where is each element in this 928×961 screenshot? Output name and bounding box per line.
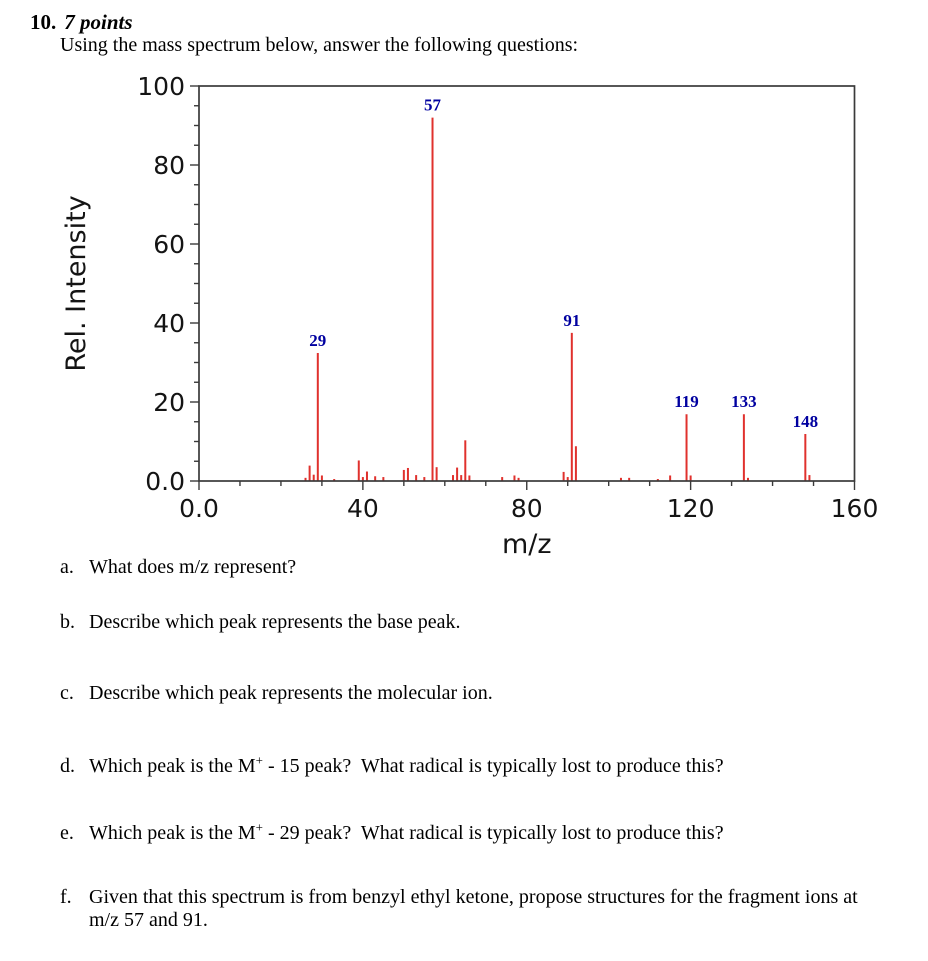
question-letter: e. <box>60 822 74 844</box>
question-number: 10. <box>30 10 57 34</box>
question-points: 7 points <box>64 10 133 34</box>
question-c <box>60 682 493 705</box>
question-text: Given that this spectrum is from benzyl ethyl ketone, propose structures for the fragment ions at m/z 57 and 91. <box>89 886 858 931</box>
peak-label: 148 <box>792 411 819 431</box>
question-e <box>60 819 724 845</box>
y-tick-label: 100 <box>137 72 185 101</box>
question-letter: a. <box>60 556 74 578</box>
question-f <box>60 886 858 932</box>
question-text: What does m/z represent? <box>89 556 297 578</box>
x-tick-label: 0.0 <box>179 494 219 523</box>
y-tick-label: 0.0 <box>145 467 185 496</box>
instruction-text: Using the mass spectrum below, answer the following questions: <box>60 34 579 56</box>
peak-label: 119 <box>674 392 699 412</box>
y-axis-title: Rel. Intensity <box>61 195 92 372</box>
question-letter: d. <box>60 755 75 777</box>
x-tick-label: 40 <box>346 494 379 523</box>
question-letter: f. <box>60 886 72 908</box>
x-tick-label: 160 <box>830 494 879 523</box>
peak-labels <box>309 96 818 431</box>
y-tick-label: 80 <box>153 151 185 180</box>
peak-label: 57 <box>424 95 442 115</box>
question-a <box>60 556 296 579</box>
question-text: Describe which peak represents the base peak. <box>89 611 461 633</box>
x-tick-label: 80 <box>510 494 543 523</box>
question-text: Describe which peak represents the molecular ion. <box>89 682 493 704</box>
x-tick-label: 120 <box>666 494 715 523</box>
axis-tick-labels <box>137 72 878 523</box>
mass-spectrum-chart <box>0 70 928 570</box>
plot-border <box>199 86 855 481</box>
axis-ticks <box>190 86 855 490</box>
spectrum-peaks <box>306 118 810 481</box>
question-d <box>60 752 724 778</box>
superscript: + <box>255 752 263 768</box>
y-tick-label: 60 <box>153 230 185 259</box>
y-tick-label: 40 <box>153 309 185 338</box>
question-text: Which peak is the M+ - 29 peak? What radical is typically lost to produce this? <box>89 819 724 844</box>
peak-label: 29 <box>309 331 327 351</box>
y-tick-label: 20 <box>153 388 185 417</box>
peak-label: 91 <box>563 310 581 330</box>
peak-label: 133 <box>731 392 757 412</box>
superscript: + <box>255 819 263 835</box>
question-text: Which peak is the M+ - 15 peak? What radical is typically lost to produce this? <box>89 752 724 777</box>
question-header <box>30 10 133 35</box>
question-letter: b. <box>60 611 75 633</box>
question-b <box>60 611 461 634</box>
x-axis-title: m/z <box>501 529 552 560</box>
question-letter: c. <box>60 682 74 704</box>
